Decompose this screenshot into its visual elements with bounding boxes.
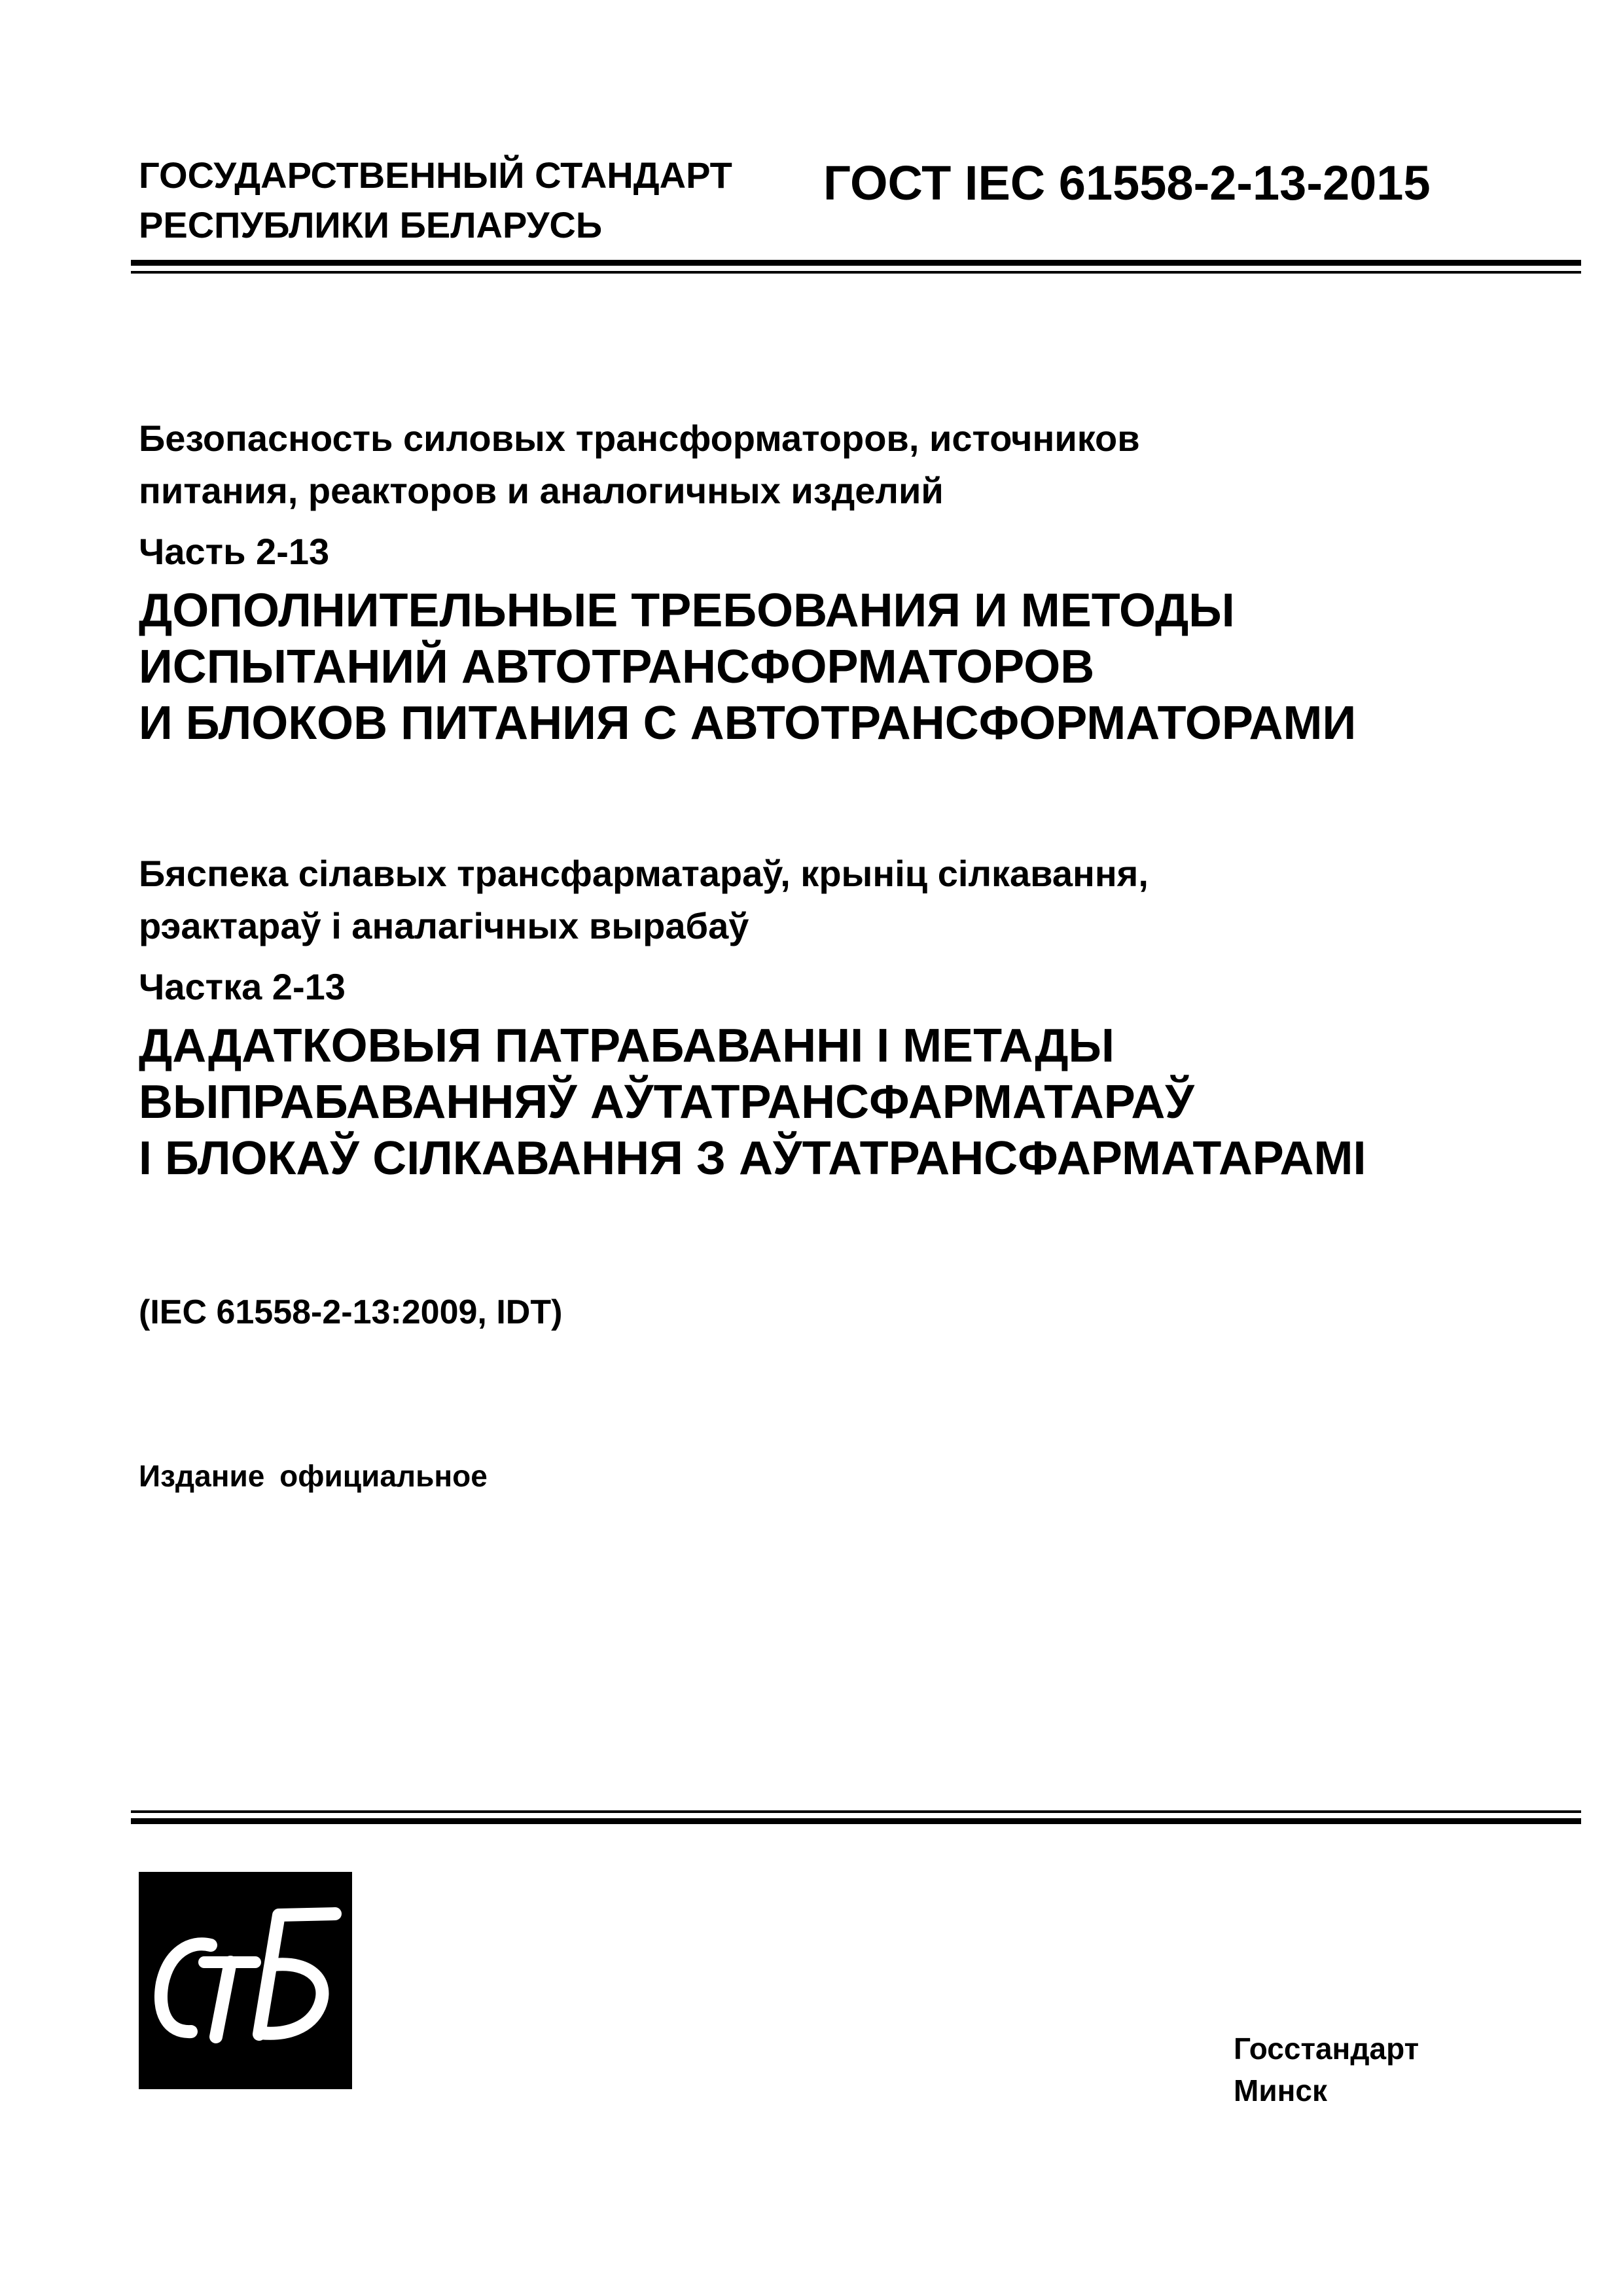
russian-heading-line-1: ДОПОЛНИТЕЛЬНЫЕ ТРЕБОВАНИЯ И МЕТОДЫ bbox=[139, 584, 1235, 637]
stb-logo-mark bbox=[139, 1872, 352, 2089]
belarusian-heading-line-3: І БЛОКАЎ СІЛКАВАННЯ З АЎТАТРАНСФАРМАТАРАМІ bbox=[139, 1132, 1366, 1185]
standard-number: ГОСТ IEC 61558-2-13-2015 bbox=[823, 156, 1431, 210]
belarusian-title bbox=[139, 848, 1149, 952]
russian-title bbox=[139, 412, 1140, 517]
header-rule-thick bbox=[131, 260, 1581, 266]
belarusian-title-line-1: Бяспека сілавых трансфарматараў, крыніц сілкавання, bbox=[139, 853, 1149, 894]
organization-line-2: РЕСПУБЛИКИ БЕЛАРУСЬ bbox=[139, 204, 603, 245]
belarusian-heading bbox=[139, 1018, 1366, 1187]
publisher-name: Госстандарт bbox=[1234, 2032, 1419, 2066]
publisher-city: Минск bbox=[1234, 2073, 1327, 2108]
russian-heading bbox=[139, 583, 1356, 751]
belarusian-title-line-2: рэактараў і аналагічных вырабаў bbox=[139, 905, 749, 946]
russian-heading-line-3: И БЛОКОВ ПИТАНИЯ С АВТОТРАНСФОРМАТОРАМИ bbox=[139, 697, 1357, 749]
belarusian-part-number: Частка 2-13 bbox=[139, 966, 346, 1007]
russian-part-number: Часть 2-13 bbox=[139, 531, 330, 572]
identity-designation: (IEC 61558-2-13:2009, IDT) bbox=[139, 1293, 563, 1331]
footer-rule-thick bbox=[131, 1818, 1581, 1824]
organization-line-1: ГОСУДАРСТВЕННЫЙ СТАНДАРТ bbox=[139, 154, 732, 196]
russian-heading-line-2: ИСПЫТАНИЙ АВТОТРАНСФОРМАТОРОВ bbox=[139, 641, 1095, 693]
russian-title-line-2: питания, реакторов и аналогичных изделий bbox=[139, 470, 944, 511]
issuing-organization bbox=[139, 151, 732, 250]
belarusian-heading-line-2: ВЫПРАБАВАННЯЎ АЎТАТРАНСФАРМАТАРАЎ bbox=[139, 1076, 1195, 1128]
edition-note: Издание официальное bbox=[139, 1459, 488, 1493]
header-rule-thin bbox=[131, 271, 1581, 274]
footer-rule-thin bbox=[131, 1810, 1581, 1813]
belarusian-heading-line-1: ДАДАТКОВЫЯ ПАТРАБАВАННІ І МЕТАДЫ bbox=[139, 1020, 1115, 1072]
russian-title-line-1: Безопасность силовых трансформаторов, источников bbox=[139, 418, 1140, 459]
publisher bbox=[1234, 2028, 1419, 2111]
stb-logo-icon bbox=[139, 1872, 352, 2089]
